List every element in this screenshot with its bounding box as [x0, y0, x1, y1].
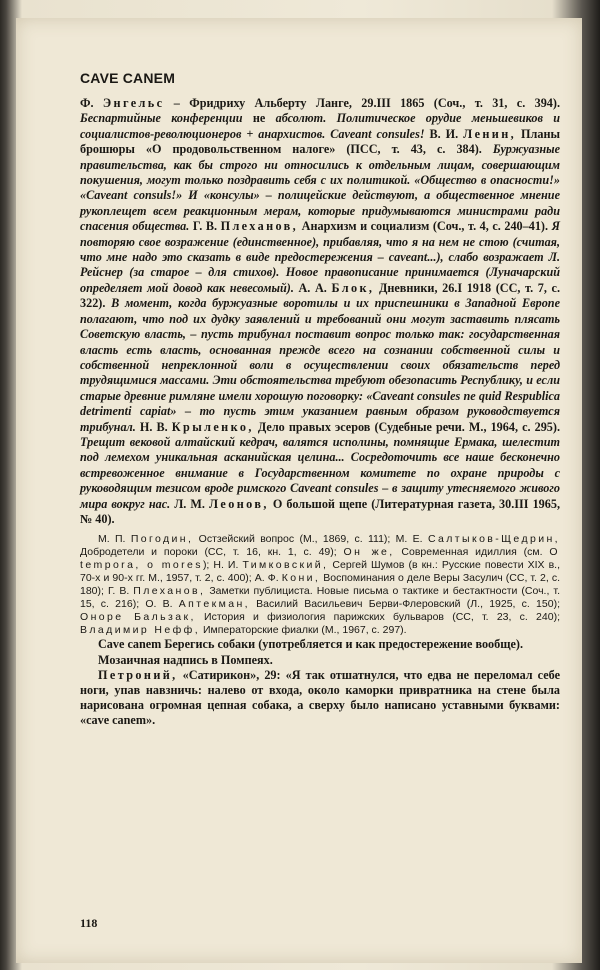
quote-text: Беспартийные конференции [80, 111, 243, 126]
page-content [80, 70, 560, 729]
author-initial: Л. М. [170, 496, 210, 511]
entry-cave-canem [80, 637, 560, 652]
ref-text: Добродетели и пороки (СС, т. 16, кн. 1, с. 49); [80, 546, 344, 559]
entry-heading: CAVE CANEM [80, 70, 176, 86]
author-initial: Ф. [80, 96, 94, 110]
quote-text: Трещит вековой алтайский кедрач, валятся исполины, помнящие Ермака, шелестит под лемехом уникальная асканийская целина... Сосредоточить все наше бесконечно встревоженное внимание в Государственном комитете по охране природы с руководящим тезисом вроде римского Caveant consules – в защиту утесняемого живого мира вокруг нас. [80, 434, 560, 511]
ref-author: Оноре Бальзак, [80, 611, 196, 624]
author-initial: В. И. [424, 126, 464, 141]
author-name: Блок, [331, 280, 375, 295]
citation: Дневники, 26.I 1918 (СС, т. 7, с. 322). [80, 280, 560, 311]
page-number: 118 [80, 916, 98, 930]
quote-text: В момент, когда буржуазные воротилы и их приспешники в Западной Европе полагают, что под их дудку заявлений и требований они могут заставить плясать Советскую власть, – пусть трибунал поставит вопрос только так: государственная власть есть власть, основанная прежде всего на сознании собственной силы и собственной непреклонной воли в осуществлении своих обязательств перед трудящимися массами. Эти обстоятельства требуют обезопасить Республику, и если старые древние римляне имели хорошую поговорку: «Caveant consules ne quid Respublica detrimenti capiat» – то пусть этим указанием равным образом руководствуется трибунал. [80, 296, 560, 434]
ref-text: Остзейский вопрос (М., 1869, с. 111); М. Е. [193, 533, 428, 546]
ref-text: Василий Васильевич Берви-Флеровский (Л., 1925, с. 150); [249, 598, 560, 611]
ref-author: Кони, [281, 572, 321, 585]
citation: Планы брошюры «О продовольственном налоге» (ПСС, т. 43, с. 384). [80, 126, 561, 157]
ref-author: Аптекман, [178, 598, 250, 611]
references-block [80, 533, 560, 637]
ref-author: Погодин, [130, 533, 194, 546]
latin-phrase: Cave canem [98, 637, 162, 652]
citation: – Фридриху Альберту Ланге, 29.III 1865 (Соч., т. 31, с. 394). [164, 96, 560, 110]
ref-author: Он же, [343, 546, 395, 559]
author-name: Ленин, [463, 126, 517, 141]
ref-text: ); Н. И. [202, 559, 243, 572]
quote-text: не [242, 111, 276, 126]
ref-text: М. П. [98, 533, 131, 546]
author-name: Леонов, [209, 496, 269, 511]
author-name: Энгельс [102, 96, 165, 110]
quote-text: «Сатирикон», 29: «Я так отшатнулся, что едва не переломал себе ноги, упав навзничь: налево от входа, около каморки привратника на стене была нарисована огромная цепная собака, а сверху было написано уставными буквами: «cave canem». [80, 667, 560, 728]
ref-text: Современная идиллия (см. [394, 546, 550, 559]
quote-text: Буржуазные правительства, как бы строго ни относились к отдельным лицам, совершающим покушения, могут только поздравить себя с их политикой. «Общество в опасности!» «Caveant consuls!» И «консулы» – полицейские действуют, а общественное мнение рукоплещет всем реакционным мерам, которые придумываются министрами ради спасения общества. [80, 142, 560, 234]
citation: Дело правых эсеров (Судебные речи. М., 1964, с. 295). [253, 419, 561, 434]
author-name: Плеханов, [220, 219, 299, 234]
quote-text: абсолют. Политическое орудие меньшевиков и социалистов-революционеров + анархистов. Caveant consules! [80, 111, 560, 141]
author-name: Крыленко, [171, 419, 254, 434]
author-initial: Н. В. [135, 419, 172, 434]
author-name: Петроний, [98, 667, 178, 682]
ref-author: Тимковский, [242, 559, 329, 572]
ref-text: Императорские фиалки (М., 1967, с. 297). [200, 624, 407, 637]
citation: Анархизм и социализм (Соч., т. 4, с. 240–41). [298, 219, 552, 234]
ref-author: Владимир Нефф, [80, 624, 201, 637]
translation: Берегись собаки (употребляется и как предостережение вообще). [161, 637, 524, 652]
ref-text: История и физиология парижских бульваров (СС, т. 23, с. 240); [195, 611, 560, 624]
main-quotations [80, 96, 560, 527]
author-initial: А. А. [293, 280, 332, 295]
source-note: Мозаичная надпись в Помпеях. [98, 652, 273, 667]
citation: О большой щепе (Литературная газета, 30.III 1965, № 40). [80, 496, 560, 526]
ref-crossref: О tempora, о mores [80, 546, 560, 572]
ref-author: Плеханов, [133, 585, 206, 598]
quote-text: Я повторяю свое возражение (единственное), прибавляя, что я на нем не стою (считая, что мне надо это сказать в виде предостережения – caveant...), слабо возражает Л. Рейснер (за старое – для стихов). Новое правописание принимается (Луначарский определяет мой довод как невесомый). [80, 219, 560, 295]
petronius-quote [80, 668, 560, 729]
ref-text: Заметки публициста. Новые письма о тактике и бестактности (Соч., т. 15, с. 216); О. В. [80, 585, 560, 611]
ref-author: Салтыков-Щедрин, [427, 533, 560, 546]
author-initial: Г. В. [189, 219, 221, 234]
ref-text: Воспоминания о деле Веры Засулич (СС, т. 2, с. 180); Г. В. [80, 572, 560, 598]
ref-text: Сергей Шумов (в кн.: Русские повести XIX в., 70-х и 90-х гг. М., 1957, т. 2, с. 400); А. Ф. [80, 559, 560, 585]
book-page [16, 18, 582, 963]
